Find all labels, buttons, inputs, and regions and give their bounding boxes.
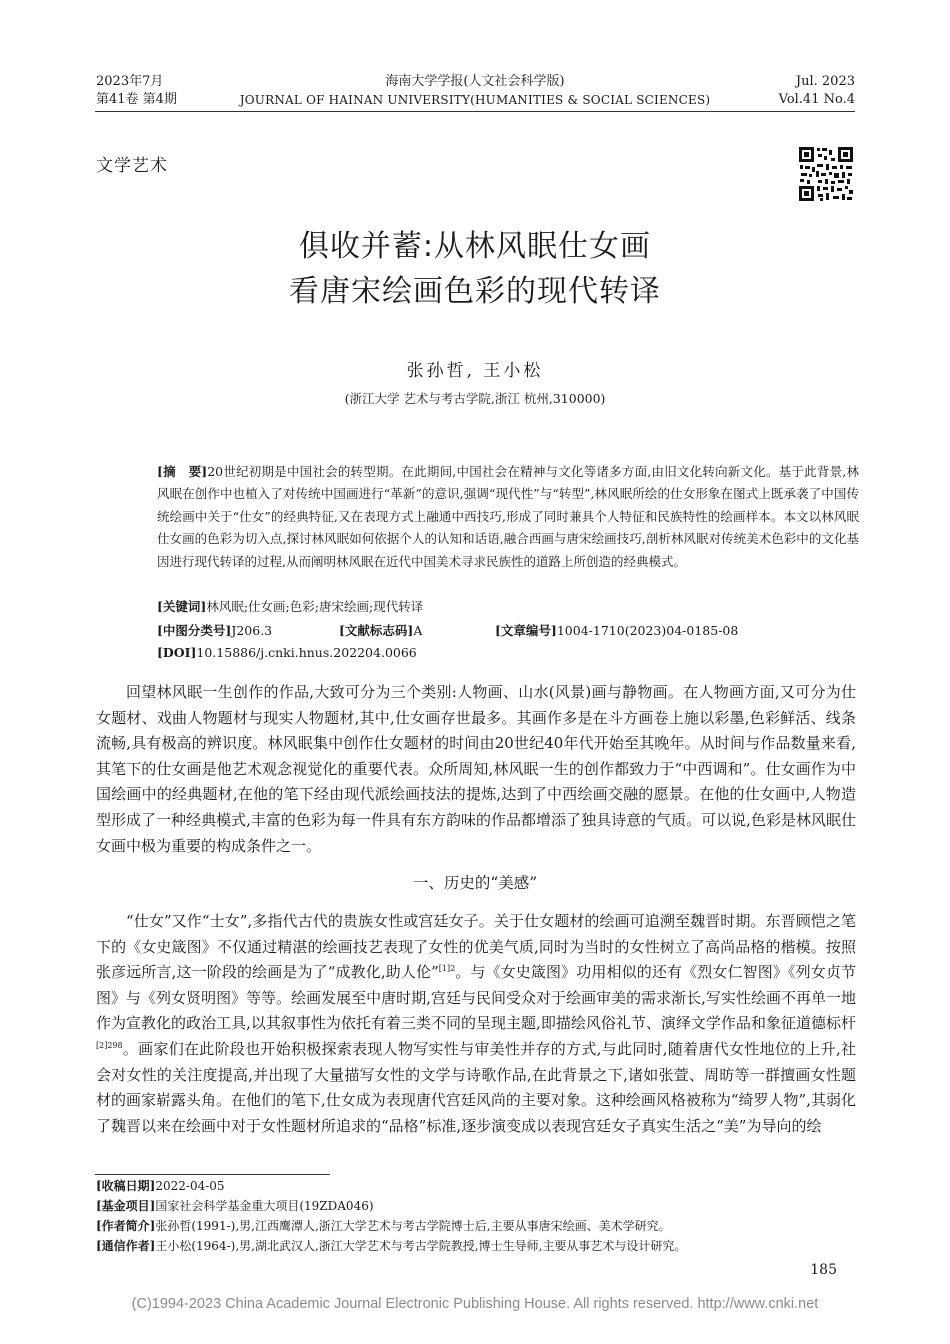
section-label: 文学艺术 [96,156,168,176]
page-number: 185 [810,1262,837,1278]
header-date-en: Jul. 2023 [795,74,855,89]
doi-line [157,643,859,663]
authors: 张孙哲, 王小松 [406,361,544,381]
corresponding-value: 王小松(1964-),男,湖北武汉人,浙江大学艺术与考古学院教授,博士生导师,主要从事艺术与设计研究。 [155,1239,687,1253]
header-volume-cn: 第41卷 第4期 [96,92,177,107]
para2-text-b: 。与《女史箴图》功用相似的还有《烈女仁智图》《列女贞节图》与《列女贤明图》等等。绘画发展至中唐时期,宫廷与民间受众对于绘画审美的需求渐长,写实性绘画不再单一地作为宣教化的政治工具,以其叙事性为依托有着三类不同的呈现主题,即描绘风俗礼节、演绎文学作品和象征道德标杆 [96,963,856,1033]
citation-ref-1: [1]2 [438,964,456,974]
body-paragraph-2 [96,909,856,1139]
header-volume-en: Vol.41 No.4 [778,92,855,107]
header-date-cn: 2023年7月 [96,74,164,89]
qr-code-icon [798,146,854,202]
header-divider [95,111,855,112]
article-title [0,224,950,314]
journal-name-en: JOURNAL OF HAINAN UNIVERSITY(HUMANITIES & SOCIAL SCIENCES) [239,93,711,107]
keywords [157,597,859,617]
footnote-author [96,1217,671,1237]
journal-name-cn: 海南大学学报(人文社会科学版) [385,74,565,89]
doi-label: [DOI] [157,645,197,660]
copyright-footer: (C)1994-2023 China Academic Journal Electronic Publishing House. All rights reserved. http://www.cnki.net [131,1296,819,1312]
author-label: [作者简介] [96,1219,156,1233]
header-right [779,73,855,109]
abstract [157,461,859,573]
article-title-line-2: 看唐宋绘画色彩的现代转译 [289,274,661,309]
classification-line [157,621,859,641]
footnote-fund [96,1197,374,1217]
citation-ref-2: [2]298 [96,1040,123,1050]
fund-value: 国家社会科学基金重大项目(19ZDA046) [155,1199,374,1213]
article-title-line-1: 俱收并蓄:从林风眠仕女画 [298,229,652,264]
abstract-text: 20世纪初期是中国社会的转型期。在此期间,中国社会在精神与文化等诸多方面,由旧文化转向新文化。基于此背景,林风眠在创作中也植入了对传统中国画进行“革新”的意识,强调“现代性”与“转型”,林风眠所绘的仕女形象在图式上既承袭了中国传统绘画中关于“仕女”的经典特征,又在表现方式上融通中西技巧,形成了同时兼具个人特征和民族特性的绘画样本。本文以林风眠仕女画的色彩为切入点,探讨林风眠如何依据个人的认知和话语,融合西画与唐宋绘画技巧,剖析林风眠对传统美术色彩中的文化基因进行现代转译的过程,从而阐明林风眠在近代中国美术寻求民族性的道路上所创造的经典模式。 [157,464,859,569]
abstract-label: [摘 要] [157,464,208,479]
para2-text-c: 。画家们在此阶段也开始积极探索表现人物写实性与审美性并存的方式,与此同时,随着唐代女性地位的上升,社会对女性的关注度提高,并出现了大量描写女性的文学与诗歌作品,在此背景之下,诸如张萱、周昉等一群擅画女性题材的画家崭露头角。在他们的笔下,仕女成为表现唐代宫廷风尚的主要对象。这种绘画风格被称为“绮罗人物”,其弱化了魏晋以来在绘画中对于女性题材所追求的“品格”标准,逐步演变成以表现宫廷女子真实生活之“美”为导向的绘 [96,1039,856,1135]
doc-code-value: A [413,623,423,638]
corresponding-label: [通信作者] [96,1239,156,1253]
article-no-value: 1004-1710(2023)04-0185-08 [556,623,739,638]
body-paragraph-1: 回望林风眠一生创作的作品,大致可分为三个类别:人物画、山水(风景)画与静物画。在人物画方面,又可分为仕女题材、戏曲人物题材与现实人物题材,其中,仕女画存世最多。其画作多是在斗方画卷上施以彩墨,色彩鲜活、线条流畅,具有极高的辨识度。林风眠集中创作仕女题材的时间由20世纪40年代开始至其晚年。从时间与作品数量来看,其笔下的仕女画是他艺术观念视觉化的重要代表。众所周知,林风眠一生的创作都致力于“中西调和”。仕女画作为中国绘画中的经典题材,在他的笔下经由现代派绘画技法的提炼,达到了中西绘画交融的愿景。在他的仕女画中,人物造型形成了一种经典模式,丰富的色彩为每一件具有东方韵味的作品都增添了独具诗意的气质。可以说,色彩是林风眠仕女画中极为重要的构成条件之一。 [96,683,856,855]
section-1-heading: 一、历史的“美感” [412,874,538,892]
received-value: 2022-04-05 [155,1179,225,1193]
article-no-label: [文章编号] [495,623,557,638]
fund-label: [基金项目] [96,1199,156,1213]
footnote-divider [95,1174,330,1175]
keywords-label: [关键词] [157,599,207,614]
doc-code-label: [文献标志码] [339,623,414,638]
author-value: 张孙哲(1991-),男,江西鹰潭人,浙江大学艺术与考古学院博士后,主要从事唐宋绘画、美术学研究。 [155,1219,671,1233]
footnote-received [96,1177,225,1197]
doi-value: 10.15886/j.cnki.hnus.202204.0066 [196,645,417,660]
clc-value: J206.3 [231,623,273,638]
received-label: [收稿日期] [96,1179,156,1193]
clc-label: [中图分类号] [157,623,232,638]
keywords-text: 林风眠;仕女画;色彩;唐宋绘画;现代转译 [206,599,424,614]
footnote-corresponding [96,1237,686,1257]
affiliation: (浙江大学 艺术与考古学院,浙江 杭州,310000) [344,391,606,406]
para2-text-a: “仕女”又作“士女”,多指代古代的贵族女性或宫廷女子。关于仕女题材的绘画可追溯至魏晋时期。东晋顾恺之笔下的《女史箴图》不仅通过精湛的绘画技艺表现了女性的优美气质,同时为当时的女性树立了高尚品格的楷模。按照张彦远所言,这一阶段的绘画是为了“成教化,助人伦” [96,912,856,982]
